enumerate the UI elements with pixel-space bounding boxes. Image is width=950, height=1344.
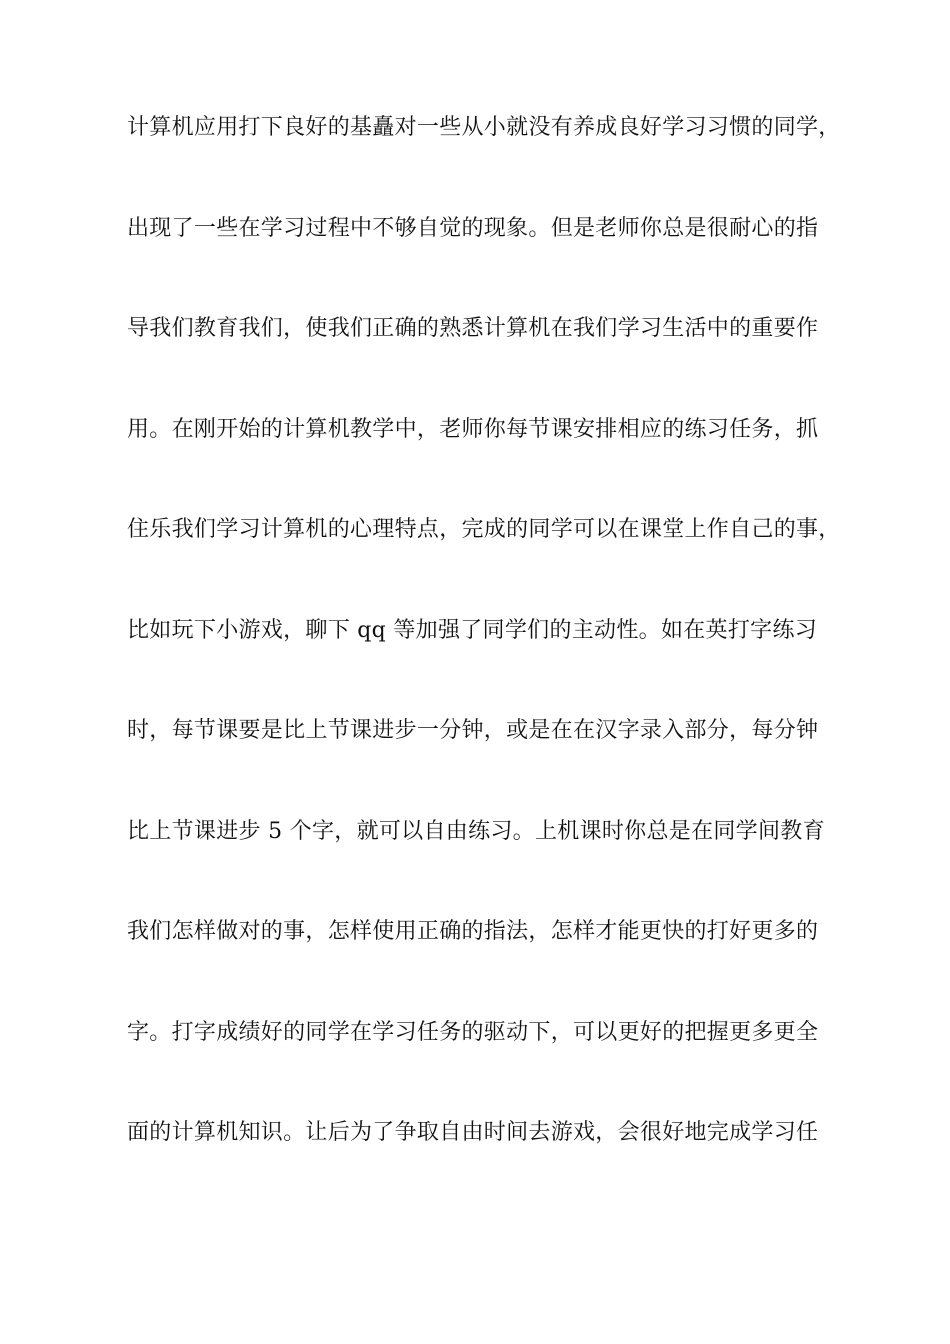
text-line: 字。打字成绩好的同学在学习任务的驱动下，可以更好的把握更多更全 [127, 1019, 819, 1045]
text-line: 住乐我们学习计算机的心理特点，完成的同学可以在课堂上作自己的事， [127, 517, 841, 542]
text-line: 比上节课进步 5 个字，就可以自由练习。上机课时你总是在同学间教育 [127, 818, 825, 844]
body-text [127, 113, 841, 1219]
text-line: 我们怎样做对的事，怎样使用正确的指法，怎样才能更快的打好更多的 [127, 919, 819, 944]
text-line: 用。在刚开始的计算机教学中，老师你每节课安排相应的练习任务，抓 [127, 416, 819, 442]
text-line: 导我们教育我们，使我们正确的熟悉计算机在我们学习生活中的重要作 [127, 316, 819, 341]
text-line: 时，每节课要是比上节课进步一分钟，或是在在汉字录入部分，每分钟 [127, 718, 819, 743]
text-line: 出现了一些在学习过程中不够自觉的现象。但是老师你总是很耐心的指 [127, 215, 819, 241]
text-line: 面的计算机知识。让后为了争取自由时间去游戏，会很好地完成学习任 [127, 1120, 819, 1145]
text-line: 计算机应用打下良好的基矗对一些从小就没有养成良好学习习惯的同学， [127, 115, 841, 140]
text-line: 比如玩下小游戏，聊下 qq 等加强了同学们的主动性。如在英打字练习 [127, 617, 818, 643]
